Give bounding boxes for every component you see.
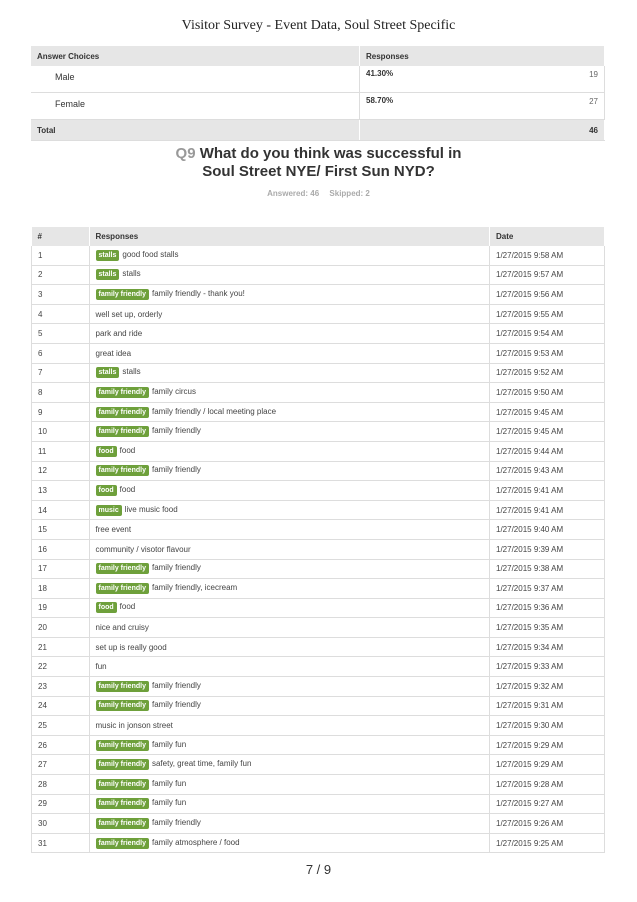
response-date: 1/27/2015 9:33 AM: [490, 657, 605, 677]
response-text: park and ride: [95, 329, 143, 339]
category-tag: stalls: [96, 367, 120, 378]
response-text: family friendly: [151, 700, 201, 710]
response-text: food: [119, 484, 136, 494]
response-text: stalls: [122, 367, 141, 377]
row-number: 26: [32, 735, 90, 755]
responses-header: Responses: [89, 227, 490, 246]
response-text: set up is really good: [95, 642, 167, 652]
table-row: [32, 677, 605, 697]
row-number: 10: [32, 422, 90, 442]
response-date: 1/27/2015 9:54 AM: [490, 324, 605, 344]
response-cell: [89, 422, 490, 442]
row-number: 5: [32, 324, 90, 344]
response-date: 1/27/2015 9:29 AM: [490, 755, 605, 775]
category-tag: family friendly: [96, 681, 149, 692]
response-date: 1/27/2015 9:28 AM: [490, 775, 605, 795]
answer-stats: [0, 189, 637, 198]
row-number: 25: [32, 716, 90, 736]
response-text: free event: [95, 525, 132, 535]
total-value: 46: [360, 120, 605, 141]
table-row: [32, 441, 605, 461]
response-cell: [89, 383, 490, 403]
row-number: 13: [32, 481, 90, 501]
document-title: Visitor Survey - Event Data, Soul Street Specific: [181, 18, 456, 33]
category-tag: family friendly: [96, 465, 149, 476]
response-text: family friendly: [151, 563, 201, 573]
response-date: 1/27/2015 9:30 AM: [490, 716, 605, 736]
table-row: [32, 520, 605, 540]
table-row: [32, 775, 605, 795]
response-cell: [89, 814, 490, 834]
response-text: community / visotor flavour: [95, 544, 191, 554]
response-text: family friendly: [151, 818, 201, 828]
response-text: family friendly: [151, 680, 201, 690]
response-text: live music food: [124, 504, 178, 514]
response-cell: [89, 304, 490, 324]
row-number: 22: [32, 657, 90, 677]
response-date: 1/27/2015 9:35 AM: [490, 618, 605, 638]
response-date: 1/27/2015 9:56 AM: [490, 285, 605, 305]
response-date: 1/27/2015 9:38 AM: [490, 559, 605, 579]
response-text: great idea: [95, 348, 132, 358]
category-tag: food: [96, 602, 117, 613]
response-cell: [89, 285, 490, 305]
response-date: 1/27/2015 9:44 AM: [490, 441, 605, 461]
responses-header: Responses: [360, 46, 605, 66]
response-date: 1/27/2015 9:26 AM: [490, 814, 605, 834]
category-tag: family friendly: [96, 779, 149, 790]
table-row: [31, 93, 605, 120]
row-number: 20: [32, 618, 90, 638]
table-row: [32, 285, 605, 305]
category-tag: stalls: [96, 269, 120, 280]
answer-label: Male: [31, 66, 360, 93]
table-row: [32, 755, 605, 775]
response-date: 1/27/2015 9:36 AM: [490, 598, 605, 618]
response-text: family friendly: [151, 465, 201, 475]
date-header: Date: [490, 227, 605, 246]
response-cell: [89, 755, 490, 775]
row-number: 21: [32, 637, 90, 657]
category-tag: family friendly: [96, 583, 149, 594]
row-number: 12: [32, 461, 90, 481]
category-tag: food: [96, 446, 117, 457]
num-header: #: [32, 227, 90, 246]
response-date: 1/27/2015 9:50 AM: [490, 383, 605, 403]
responses-table: [31, 227, 605, 853]
row-number: 1: [32, 246, 90, 265]
row-number: 16: [32, 539, 90, 559]
category-tag: family friendly: [96, 798, 149, 809]
response-date: 1/27/2015 9:58 AM: [490, 246, 605, 265]
response-cell: [89, 481, 490, 501]
gender-results-table: [31, 46, 605, 141]
response-date: 1/27/2015 9:52 AM: [490, 363, 605, 383]
row-number: 17: [32, 559, 90, 579]
answer-label: Female: [31, 93, 360, 120]
table-row: [32, 735, 605, 755]
table-row: [32, 833, 605, 853]
row-number: 28: [32, 775, 90, 795]
response-date: 1/27/2015 9:45 AM: [490, 422, 605, 442]
category-tag: stalls: [96, 250, 120, 261]
table-row: [32, 481, 605, 501]
row-number: 29: [32, 794, 90, 814]
question-text-line2: Soul Street NYE/ First Sun NYD?: [202, 163, 435, 180]
response-cell: [89, 520, 490, 540]
table-row: [32, 618, 605, 638]
skipped-count: Skipped: 2: [329, 189, 370, 198]
response-date: 1/27/2015 9:41 AM: [490, 500, 605, 520]
table-row: [32, 383, 605, 403]
answer-choices-header: Answer Choices: [31, 46, 360, 66]
response-cell: [89, 402, 490, 422]
response-text: family fun: [151, 739, 187, 749]
row-number: 15: [32, 520, 90, 540]
response-cell: [89, 265, 490, 285]
response-text: family circus: [151, 386, 196, 396]
response-date: 1/27/2015 9:29 AM: [490, 735, 605, 755]
response-cell: [89, 598, 490, 618]
response-date: 1/27/2015 9:27 AM: [490, 794, 605, 814]
category-tag: family friendly: [96, 838, 149, 849]
response-count: 27: [589, 97, 598, 106]
page-number: 7 / 9: [305, 862, 332, 877]
response-text: food: [119, 602, 136, 612]
response-text: stalls: [122, 269, 141, 279]
table-row: [32, 363, 605, 383]
category-tag: family friendly: [96, 289, 149, 300]
row-number: 3: [32, 285, 90, 305]
category-tag: family friendly: [96, 407, 149, 418]
category-tag: family friendly: [96, 563, 149, 574]
table-row: [32, 637, 605, 657]
response-date: 1/27/2015 9:41 AM: [490, 481, 605, 501]
response-percent: 41.30%: [366, 69, 394, 78]
response-cell: [89, 735, 490, 755]
row-number: 30: [32, 814, 90, 834]
table-row: [32, 461, 605, 481]
response-cell: [89, 363, 490, 383]
response-cell: [89, 579, 490, 599]
category-tag: family friendly: [96, 700, 149, 711]
response-text: nice and cruisy: [95, 623, 149, 633]
response-cell: [89, 500, 490, 520]
category-tag: family friendly: [96, 387, 149, 398]
table-row: [32, 696, 605, 716]
response-date: 1/27/2015 9:45 AM: [490, 402, 605, 422]
row-number: 2: [32, 265, 90, 285]
response-text: family friendly / local meeting place: [151, 406, 277, 416]
question-text-line1: What do you think was successful in: [199, 145, 462, 162]
response-cell: [89, 539, 490, 559]
response-text: family friendly, icecream: [151, 582, 238, 592]
category-tag: family friendly: [96, 740, 149, 751]
response-date: 1/27/2015 9:37 AM: [490, 579, 605, 599]
response-cell: [89, 246, 490, 265]
response-cell: [89, 833, 490, 853]
total-label: Total: [31, 120, 360, 141]
table-row: [32, 500, 605, 520]
response-text: family friendly: [151, 426, 201, 436]
response-date: 1/27/2015 9:55 AM: [490, 304, 605, 324]
response-text: music in jonson street: [95, 721, 173, 731]
response-date: 1/27/2015 9:53 AM: [490, 343, 605, 363]
row-number: 6: [32, 343, 90, 363]
response-cell: [89, 441, 490, 461]
response-date: 1/27/2015 9:34 AM: [490, 637, 605, 657]
row-number: 4: [32, 304, 90, 324]
category-tag: family friendly: [96, 426, 149, 437]
response-date: 1/27/2015 9:57 AM: [490, 265, 605, 285]
row-number: 8: [32, 383, 90, 403]
table-row: [32, 598, 605, 618]
row-number: 14: [32, 500, 90, 520]
table-row: [32, 265, 605, 285]
table-row: [32, 304, 605, 324]
response-cell: [89, 324, 490, 344]
response-cell: [89, 343, 490, 363]
category-tag: music: [96, 505, 122, 516]
table-row: [32, 422, 605, 442]
table-row: [32, 324, 605, 344]
category-tag: family friendly: [96, 818, 149, 829]
response-cell: [89, 637, 490, 657]
response-text: good food stalls: [122, 249, 179, 259]
category-tag: food: [96, 485, 117, 496]
response-date: 1/27/2015 9:25 AM: [490, 833, 605, 853]
total-row: [31, 120, 605, 141]
question-number: Q9: [175, 145, 196, 162]
table-row: [32, 657, 605, 677]
row-number: 31: [32, 833, 90, 853]
table-row: [32, 402, 605, 422]
row-number: 19: [32, 598, 90, 618]
answered-count: Answered: 46: [267, 189, 320, 198]
response-text: safety, great time, family fun: [151, 759, 252, 769]
row-number: 18: [32, 579, 90, 599]
response-cell: [89, 716, 490, 736]
response-cell: [89, 775, 490, 795]
response-text: fun: [95, 662, 107, 672]
row-number: 24: [32, 696, 90, 716]
table-row: [32, 794, 605, 814]
table-row: [32, 716, 605, 736]
row-number: 7: [32, 363, 90, 383]
table-row: [31, 66, 605, 93]
response-date: 1/27/2015 9:31 AM: [490, 696, 605, 716]
row-number: 23: [32, 677, 90, 697]
response-date: 1/27/2015 9:32 AM: [490, 677, 605, 697]
response-text: family fun: [151, 798, 187, 808]
response-cell: [89, 696, 490, 716]
category-tag: family friendly: [96, 759, 149, 770]
response-date: 1/27/2015 9:39 AM: [490, 539, 605, 559]
response-cell: [89, 461, 490, 481]
response-cell: [89, 794, 490, 814]
table-row: [32, 246, 605, 265]
row-number: 11: [32, 441, 90, 461]
table-row: [32, 559, 605, 579]
response-cell: [89, 559, 490, 579]
table-row: [32, 814, 605, 834]
response-date: 1/27/2015 9:43 AM: [490, 461, 605, 481]
table-row: [32, 579, 605, 599]
row-number: 9: [32, 402, 90, 422]
table-row: [32, 343, 605, 363]
response-count: 19: [589, 70, 598, 79]
response-text: family fun: [151, 778, 187, 788]
question-heading: [0, 145, 637, 181]
row-number: 27: [32, 755, 90, 775]
response-text: food: [119, 445, 136, 455]
table-row: [32, 539, 605, 559]
response-cell: [89, 677, 490, 697]
response-text: well set up, orderly: [95, 309, 163, 319]
response-cell: [89, 657, 490, 677]
response-percent: 58.70%: [366, 96, 394, 105]
response-date: 1/27/2015 9:40 AM: [490, 520, 605, 540]
response-text: family friendly - thank you!: [151, 288, 245, 298]
response-cell: [89, 618, 490, 638]
response-text: family atmosphere / food: [151, 837, 240, 847]
